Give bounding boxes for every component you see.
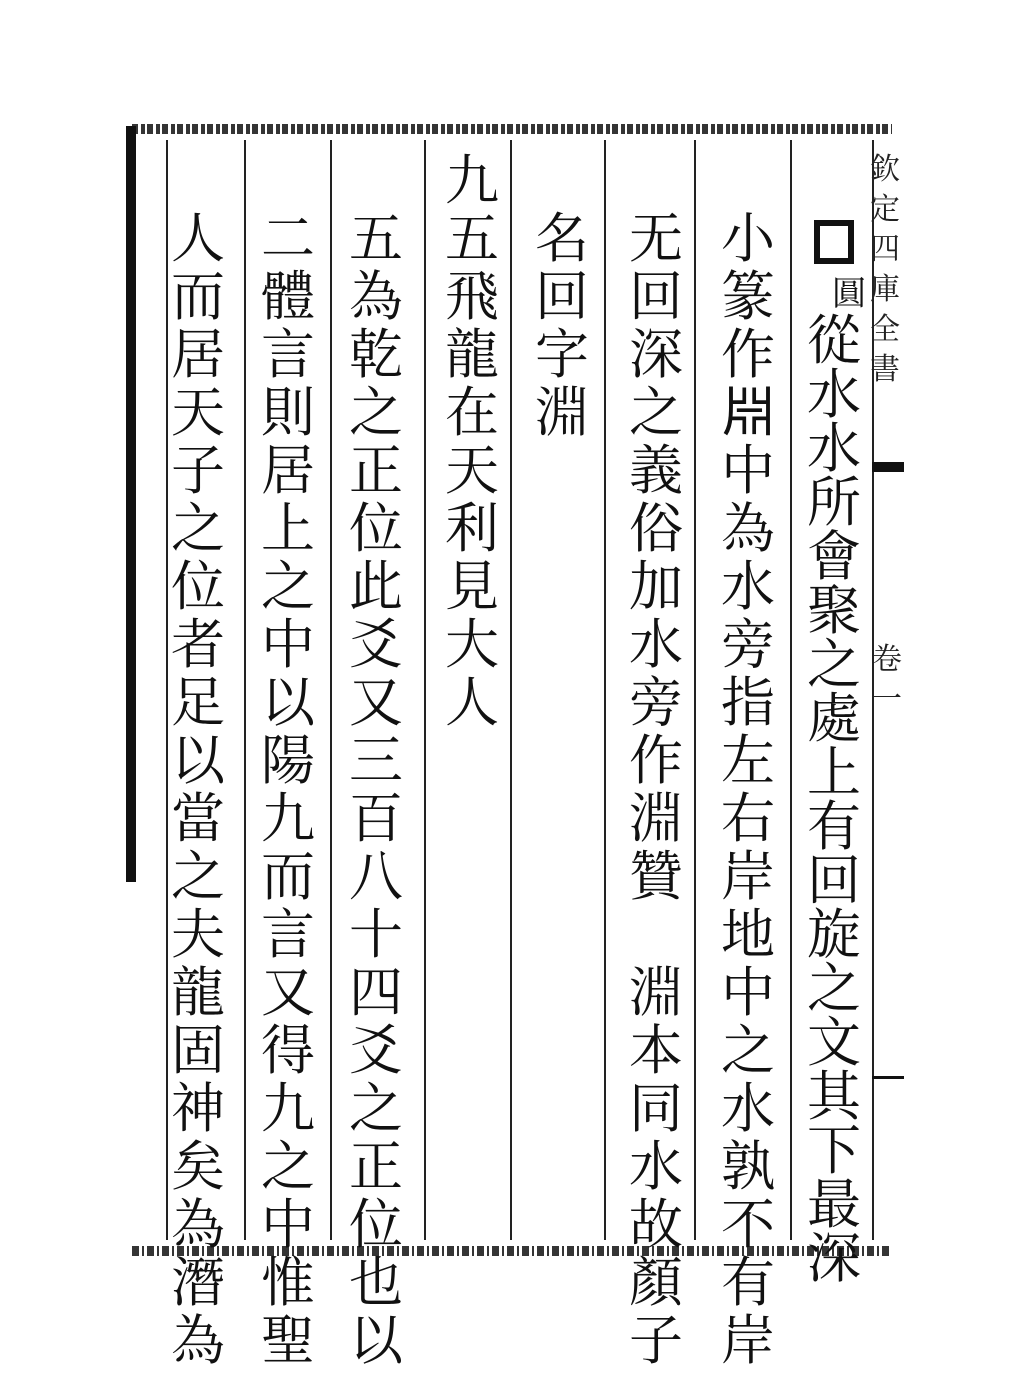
character: 篆 <box>721 265 775 328</box>
character: 八 <box>349 845 403 908</box>
character: 之 <box>721 1019 775 1082</box>
character: 深 <box>807 1227 861 1290</box>
character: 位 <box>171 555 225 618</box>
character: 位 <box>349 497 403 560</box>
character: 以 <box>261 671 315 734</box>
character: 加 <box>629 555 683 618</box>
character: 潛 <box>171 1251 225 1314</box>
column-rule <box>244 140 246 1240</box>
character: 之 <box>349 381 403 444</box>
character: 以 <box>171 729 225 792</box>
character: 之 <box>807 633 861 696</box>
character: 天 <box>445 439 499 502</box>
character: 上 <box>807 741 861 804</box>
character: 九 <box>261 1077 315 1140</box>
character: 此 <box>349 555 403 618</box>
character: 言 <box>261 323 315 386</box>
character: 九 <box>445 149 499 212</box>
character: 矣 <box>171 1135 225 1198</box>
character: 大 <box>445 613 499 676</box>
character: 水 <box>721 555 775 618</box>
character: 聖 <box>261 1309 315 1372</box>
text-column-6 <box>338 207 414 1372</box>
character: 所 <box>807 471 861 534</box>
character: 爻 <box>349 613 403 676</box>
character: 旁 <box>629 671 683 734</box>
character: 𣶒 <box>721 381 775 444</box>
character: 飛 <box>445 265 499 328</box>
character: 足 <box>171 671 225 734</box>
text-column-4 <box>524 207 600 444</box>
fore-edge-juan: 卷一 <box>872 642 902 717</box>
column-rule <box>790 140 792 1240</box>
character: 小 <box>721 207 775 270</box>
character: 四 <box>349 961 403 1024</box>
character: 水 <box>629 613 683 676</box>
character: 五 <box>349 207 403 270</box>
column-rule <box>424 140 426 1240</box>
character: 岸 <box>721 1309 775 1372</box>
character: 淵 <box>629 961 683 1024</box>
character: 之 <box>171 497 225 560</box>
fore-edge-fishtail <box>872 462 904 472</box>
character: 位 <box>349 1193 403 1256</box>
character: 之 <box>349 1077 403 1140</box>
character: 為 <box>349 265 403 328</box>
character: 作 <box>629 729 683 792</box>
character: 三 <box>349 729 403 792</box>
character: 其 <box>807 1065 861 1128</box>
character: 人 <box>445 671 499 734</box>
frame-left-border <box>126 126 136 882</box>
character: 則 <box>261 381 315 444</box>
character: 水 <box>807 417 861 480</box>
character: 陽 <box>261 729 315 792</box>
character: 淵 <box>535 381 589 444</box>
character: 淵 <box>629 787 683 850</box>
character: 下 <box>807 1119 861 1182</box>
character: 回 <box>535 265 589 328</box>
character: 之 <box>261 555 315 618</box>
character: 孰 <box>721 1135 775 1198</box>
character: 百 <box>349 787 403 850</box>
character: 十 <box>349 903 403 966</box>
character: 不 <box>721 1193 775 1256</box>
column-text <box>171 207 225 1372</box>
character: 中 <box>721 439 775 502</box>
character: 水 <box>629 1135 683 1198</box>
character: 為 <box>171 1193 225 1256</box>
character: 又 <box>349 671 403 734</box>
column-text <box>445 149 499 734</box>
character: 居 <box>171 323 225 386</box>
character: 乾 <box>349 323 403 386</box>
character: 最 <box>807 1173 861 1236</box>
character: 子 <box>171 439 225 502</box>
character: 聚 <box>807 579 861 642</box>
character: 之 <box>261 1135 315 1198</box>
character: 為 <box>171 1309 225 1372</box>
character: 龍 <box>171 961 225 1024</box>
character: 地 <box>721 903 775 966</box>
text-column-2 <box>710 207 786 1372</box>
character: 正 <box>349 439 403 502</box>
text-column-7 <box>250 207 326 1372</box>
character: 岸 <box>721 845 775 908</box>
character: 之 <box>171 845 225 908</box>
column-rule <box>604 140 606 1240</box>
column-rule <box>510 140 512 1240</box>
character: 名 <box>535 207 589 270</box>
character: 无 <box>629 207 683 270</box>
fore-edge-mark <box>872 1076 904 1079</box>
text-column-3 <box>618 207 694 1372</box>
character: 正 <box>349 1135 403 1198</box>
character: 見 <box>445 555 499 618</box>
character: 九 <box>261 787 315 850</box>
character: 中 <box>261 613 315 676</box>
column-text <box>535 207 589 444</box>
column-text <box>629 207 683 1372</box>
character: 有 <box>807 795 861 858</box>
character: 而 <box>261 845 315 908</box>
column-text <box>807 309 861 1290</box>
character: 之 <box>807 957 861 1020</box>
character: 顏 <box>629 1251 683 1314</box>
character: 而 <box>171 265 225 328</box>
character: 居 <box>261 439 315 502</box>
frame-top-border <box>132 124 892 134</box>
character: 天 <box>171 381 225 444</box>
character: 夫 <box>171 903 225 966</box>
character: 回 <box>807 849 861 912</box>
character: 中 <box>261 1193 315 1256</box>
column-rule <box>694 140 696 1240</box>
character: 也 <box>349 1251 403 1314</box>
column-rule <box>330 140 332 1240</box>
character: 右 <box>721 787 775 850</box>
column-text <box>261 207 315 1372</box>
character: 深 <box>629 323 683 386</box>
annotation-character: 圓 <box>832 274 866 314</box>
missing-character-box <box>814 220 854 264</box>
character: 俗 <box>629 497 683 560</box>
text-column-5 <box>434 149 510 734</box>
character: 又 <box>261 961 315 1024</box>
character: 得 <box>261 1019 315 1082</box>
character: 龍 <box>445 323 499 386</box>
character: 字 <box>535 323 589 386</box>
column-text <box>721 207 775 1372</box>
character: 左 <box>721 729 775 792</box>
character: 水 <box>807 363 861 426</box>
character: 者 <box>171 613 225 676</box>
character: 故 <box>629 1193 683 1256</box>
character: 固 <box>171 1019 225 1082</box>
character: 五 <box>445 207 499 270</box>
character: 體 <box>261 265 315 328</box>
character: 言 <box>261 903 315 966</box>
character: 當 <box>171 787 225 850</box>
character: 利 <box>445 497 499 560</box>
character: 有 <box>721 1251 775 1314</box>
character: 作 <box>721 323 775 386</box>
character: 處 <box>807 687 861 750</box>
character: 二 <box>261 207 315 270</box>
character: 旋 <box>807 903 861 966</box>
character: 爻 <box>349 1019 403 1082</box>
character: 義 <box>629 439 683 502</box>
character: 從 <box>807 309 861 372</box>
character: 上 <box>261 497 315 560</box>
text-column-8 <box>160 207 236 1372</box>
character: 指 <box>721 671 775 734</box>
text-column-1 <box>796 206 872 1290</box>
fore-edge-title: 欽定四庫全書 <box>870 152 900 387</box>
character: 回 <box>629 265 683 328</box>
character: 本 <box>629 1019 683 1082</box>
column-text <box>349 207 403 1372</box>
character: 為 <box>721 497 775 560</box>
character: 文 <box>807 1011 861 1074</box>
character: 惟 <box>261 1251 315 1314</box>
character: 之 <box>629 381 683 444</box>
character: 子 <box>629 1309 683 1372</box>
character: 人 <box>171 207 225 270</box>
character: 中 <box>721 961 775 1024</box>
character: 以 <box>349 1309 403 1372</box>
character: 會 <box>807 525 861 588</box>
character: 贊 <box>629 845 683 908</box>
character: 神 <box>171 1077 225 1140</box>
character: 水 <box>721 1077 775 1140</box>
character: 旁 <box>721 613 775 676</box>
character: 同 <box>629 1077 683 1140</box>
character: 在 <box>445 381 499 444</box>
